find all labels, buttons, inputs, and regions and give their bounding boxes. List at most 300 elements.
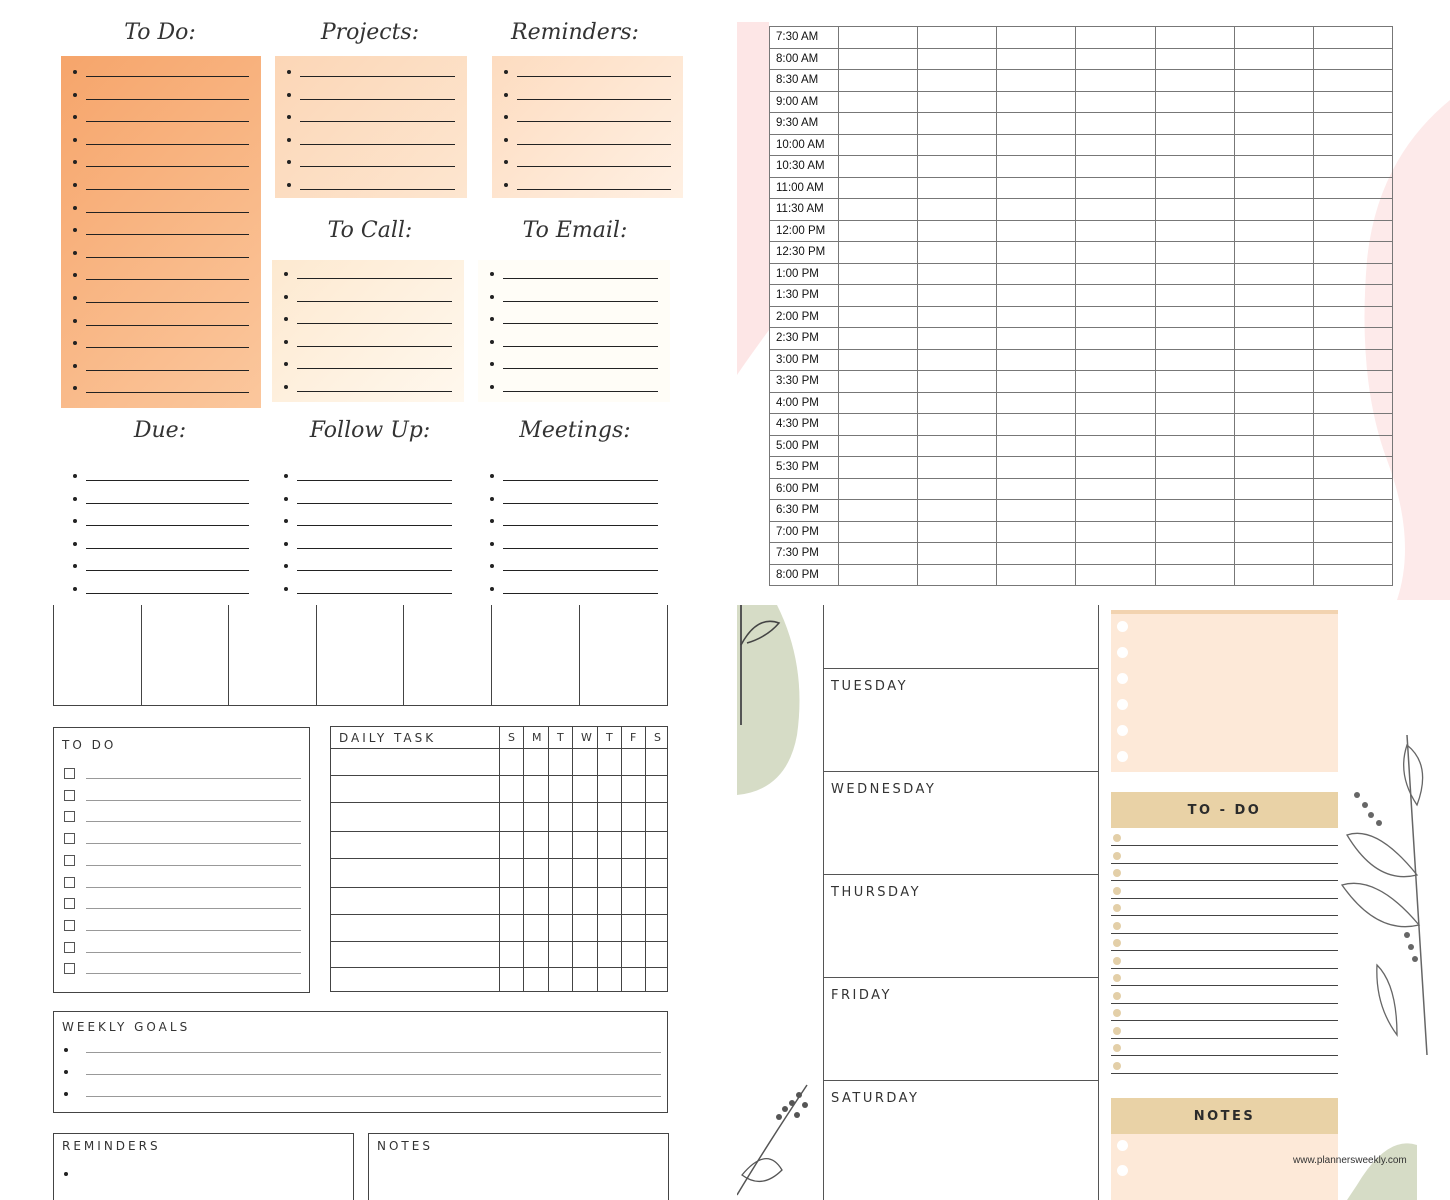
schedule-cell[interactable] <box>1076 564 1155 586</box>
writing-line <box>86 525 249 526</box>
schedule-cell[interactable] <box>1313 156 1392 178</box>
schedule-cell[interactable] <box>839 371 918 393</box>
checkbox[interactable] <box>64 855 75 866</box>
schedule-grid <box>769 26 1393 586</box>
bullet-dot <box>504 70 508 74</box>
schedule-cell[interactable] <box>1313 500 1392 522</box>
schedule-cell[interactable] <box>918 113 997 135</box>
row-divider <box>331 831 667 832</box>
notes-pad-block <box>1111 610 1338 772</box>
schedule-cell[interactable] <box>997 177 1076 199</box>
schedule-cell[interactable] <box>1155 263 1234 285</box>
writing-line <box>300 76 455 77</box>
schedule-cell[interactable] <box>1076 500 1155 522</box>
schedule-cell[interactable] <box>918 306 997 328</box>
schedule-cell[interactable] <box>839 285 918 307</box>
bullet-dot <box>490 272 494 276</box>
time-label: 5:30 PM <box>770 457 839 479</box>
checkbox[interactable] <box>64 877 75 888</box>
schedule-cell[interactable] <box>1234 328 1313 350</box>
schedule-cell[interactable] <box>997 371 1076 393</box>
schedule-cell[interactable] <box>997 134 1076 156</box>
bullet-dot <box>73 93 77 97</box>
schedule-cell[interactable] <box>839 199 918 221</box>
schedule-cell[interactable] <box>997 349 1076 371</box>
schedule-cell[interactable] <box>1076 177 1155 199</box>
schedule-row <box>770 543 1393 565</box>
time-label: 12:30 PM <box>770 242 839 264</box>
schedule-cell[interactable] <box>1076 457 1155 479</box>
schedule-row <box>770 564 1393 586</box>
schedule-cell[interactable] <box>1155 349 1234 371</box>
schedule-cell[interactable] <box>839 177 918 199</box>
bullet-dot <box>73 364 77 368</box>
schedule-cell[interactable] <box>1234 349 1313 371</box>
writing-line <box>297 480 452 481</box>
schedule-cell[interactable] <box>1313 478 1392 500</box>
bullet-dot <box>284 474 288 478</box>
schedule-cell[interactable] <box>1155 134 1234 156</box>
schedule-cell[interactable] <box>1313 543 1392 565</box>
bullet-dot <box>284 295 288 299</box>
writing-line <box>86 325 249 326</box>
time-label: 2:00 PM <box>770 306 839 328</box>
schedule-cell[interactable] <box>1155 242 1234 264</box>
schedule-cell[interactable] <box>1076 242 1155 264</box>
schedule-cell[interactable] <box>997 113 1076 135</box>
weekly-planner-panel <box>0 605 720 1200</box>
schedule-cell[interactable] <box>1076 414 1155 436</box>
schedule-cell[interactable] <box>839 70 918 92</box>
projects-heading: Projects: <box>320 20 420 45</box>
weekday-label: S <box>654 731 661 744</box>
schedule-cell[interactable] <box>1313 371 1392 393</box>
schedule-cell[interactable] <box>1155 156 1234 178</box>
schedule-cell[interactable] <box>1155 48 1234 70</box>
schedule-cell[interactable] <box>839 306 918 328</box>
schedule-cell[interactable] <box>997 242 1076 264</box>
schedule-cell[interactable] <box>1076 392 1155 414</box>
bullet-dot <box>1113 834 1121 842</box>
schedule-cell[interactable] <box>839 263 918 285</box>
day-row[interactable] <box>823 1080 1098 1184</box>
day-row[interactable] <box>823 771 1098 875</box>
schedule-cell[interactable] <box>1076 371 1155 393</box>
schedule-cell[interactable] <box>1313 392 1392 414</box>
schedule-cell[interactable] <box>997 392 1076 414</box>
schedule-cell[interactable] <box>918 48 997 70</box>
schedule-cell[interactable] <box>1234 113 1313 135</box>
time-label: 12:00 PM <box>770 220 839 242</box>
writing-line <box>297 278 452 279</box>
schedule-cell[interactable] <box>997 285 1076 307</box>
writing-line <box>517 121 671 122</box>
checkbox[interactable] <box>64 768 75 779</box>
schedule-cell[interactable] <box>1313 328 1392 350</box>
schedule-cell[interactable] <box>918 349 997 371</box>
writing-line <box>86 908 301 909</box>
bullet-dot <box>73 519 77 523</box>
schedule-cell[interactable] <box>1313 177 1392 199</box>
schedule-cell[interactable] <box>1234 48 1313 70</box>
schedule-cell[interactable] <box>918 371 997 393</box>
follow-up-list-box <box>272 460 464 600</box>
writing-line <box>86 973 301 974</box>
schedule-cell[interactable] <box>918 263 997 285</box>
schedule-cell[interactable] <box>1313 220 1392 242</box>
schedule-cell[interactable] <box>1076 543 1155 565</box>
schedule-cell[interactable] <box>839 328 918 350</box>
schedule-cell[interactable] <box>1076 478 1155 500</box>
writing-line <box>86 930 301 931</box>
schedule-cell[interactable] <box>1155 306 1234 328</box>
schedule-cell[interactable] <box>1234 435 1313 457</box>
schedule-cell[interactable] <box>1155 371 1234 393</box>
schedule-cell[interactable] <box>1076 27 1155 49</box>
bullet-dot <box>504 93 508 97</box>
time-label: 2:30 PM <box>770 328 839 350</box>
daily-task-table <box>330 726 668 992</box>
schedule-cell[interactable] <box>1234 156 1313 178</box>
checkbox[interactable] <box>64 833 75 844</box>
schedule-cell[interactable] <box>1076 306 1155 328</box>
schedule-cell[interactable] <box>839 242 918 264</box>
schedule-cell[interactable] <box>1155 199 1234 221</box>
schedule-cell[interactable] <box>1234 392 1313 414</box>
schedule-cell[interactable] <box>997 199 1076 221</box>
schedule-cell[interactable] <box>918 70 997 92</box>
todo-box <box>53 727 310 993</box>
writing-line <box>86 99 249 100</box>
schedule-cell[interactable] <box>839 457 918 479</box>
schedule-cell[interactable] <box>997 263 1076 285</box>
schedule-cell[interactable] <box>1155 285 1234 307</box>
schedule-cell[interactable] <box>1313 91 1392 113</box>
to-email-heading: To Email: <box>522 218 628 243</box>
schedule-cell[interactable] <box>839 435 918 457</box>
schedule-cell[interactable] <box>839 392 918 414</box>
schedule-cell[interactable] <box>1313 414 1392 436</box>
writing-line <box>86 952 301 953</box>
schedule-cell[interactable] <box>1234 70 1313 92</box>
schedule-cell[interactable] <box>1313 521 1392 543</box>
day-label: THURSDAY <box>831 885 922 900</box>
schedule-row <box>770 220 1393 242</box>
schedule-cell[interactable] <box>918 392 997 414</box>
time-label: 10:30 AM <box>770 156 839 178</box>
checkbox[interactable] <box>64 898 75 909</box>
schedule-cell[interactable] <box>1076 220 1155 242</box>
bullet-dot <box>284 542 288 546</box>
schedule-cell[interactable] <box>1234 27 1313 49</box>
schedule-cell[interactable] <box>839 156 918 178</box>
schedule-cell[interactable] <box>918 285 997 307</box>
due-list-box <box>61 460 261 600</box>
schedule-cell[interactable] <box>1076 435 1155 457</box>
schedule-cell[interactable] <box>1234 521 1313 543</box>
schedule-cell[interactable] <box>1076 91 1155 113</box>
checkbox[interactable] <box>64 942 75 953</box>
schedule-cell[interactable] <box>1155 564 1234 586</box>
schedule-cell[interactable] <box>997 220 1076 242</box>
bullet-dot <box>1113 974 1121 982</box>
schedule-cell[interactable] <box>1155 91 1234 113</box>
writing-line <box>1111 968 1338 969</box>
writing-line <box>86 570 249 571</box>
schedule-cell[interactable] <box>839 478 918 500</box>
writing-line <box>297 301 452 302</box>
schedule-row <box>770 91 1393 113</box>
schedule-row <box>770 263 1393 285</box>
schedule-cell[interactable] <box>1313 199 1392 221</box>
schedule-row <box>770 349 1393 371</box>
ring-hole <box>1117 699 1128 710</box>
leaf-decoration <box>737 605 827 805</box>
schedule-cell[interactable] <box>1234 285 1313 307</box>
schedule-cell[interactable] <box>918 91 997 113</box>
time-label: 3:30 PM <box>770 371 839 393</box>
writing-line <box>86 392 249 393</box>
schedule-cell[interactable] <box>1313 70 1392 92</box>
schedule-cell[interactable] <box>918 478 997 500</box>
writing-line <box>1111 915 1338 916</box>
schedule-cell[interactable] <box>1234 478 1313 500</box>
schedule-cell[interactable] <box>918 564 997 586</box>
schedule-cell[interactable] <box>839 113 918 135</box>
schedule-cell[interactable] <box>1076 328 1155 350</box>
schedule-cell[interactable] <box>997 457 1076 479</box>
schedule-cell[interactable] <box>997 48 1076 70</box>
schedule-cell[interactable] <box>997 91 1076 113</box>
bullet-dot <box>287 115 291 119</box>
writing-line <box>300 189 455 190</box>
schedule-cell[interactable] <box>1234 242 1313 264</box>
schedule-cell[interactable] <box>918 457 997 479</box>
schedule-cell[interactable] <box>918 199 997 221</box>
checkbox[interactable] <box>64 963 75 974</box>
bullet-dot <box>73 564 77 568</box>
schedule-cell[interactable] <box>1076 134 1155 156</box>
schedule-cell[interactable] <box>918 414 997 436</box>
schedule-cell[interactable] <box>1076 48 1155 70</box>
schedule-cell[interactable] <box>1076 521 1155 543</box>
schedule-cell[interactable] <box>839 48 918 70</box>
schedule-cell[interactable] <box>1234 177 1313 199</box>
schedule-cell[interactable] <box>997 500 1076 522</box>
schedule-cell[interactable] <box>1155 113 1234 135</box>
schedule-cell[interactable] <box>1234 371 1313 393</box>
schedule-cell[interactable] <box>1234 457 1313 479</box>
writing-line <box>517 76 671 77</box>
time-label: 10:00 AM <box>770 134 839 156</box>
schedule-cell[interactable] <box>1076 156 1155 178</box>
bullet-dot <box>490 295 494 299</box>
schedule-cell[interactable] <box>918 134 997 156</box>
day-row[interactable] <box>823 977 1098 1081</box>
schedule-cell[interactable] <box>839 220 918 242</box>
schedule-cell[interactable] <box>997 543 1076 565</box>
checkbox[interactable] <box>64 790 75 801</box>
schedule-row <box>770 435 1393 457</box>
day-label: SATURDAY <box>831 1091 920 1106</box>
schedule-cell[interactable] <box>1076 70 1155 92</box>
schedule-cell[interactable] <box>918 220 997 242</box>
schedule-cell[interactable] <box>1313 285 1392 307</box>
writing-line <box>86 1074 661 1075</box>
schedule-cell[interactable] <box>1313 349 1392 371</box>
schedule-cell[interactable] <box>1313 113 1392 135</box>
schedule-cell[interactable] <box>839 521 918 543</box>
schedule-cell[interactable] <box>1076 113 1155 135</box>
schedule-cell[interactable] <box>1313 134 1392 156</box>
schedule-cell[interactable] <box>1076 349 1155 371</box>
bullet-dot <box>284 497 288 501</box>
schedule-cell[interactable] <box>1234 543 1313 565</box>
schedule-cell[interactable] <box>839 543 918 565</box>
sprig-decoration <box>737 1075 817 1200</box>
schedule-cell[interactable] <box>918 500 997 522</box>
schedule-cell[interactable] <box>1313 564 1392 586</box>
todo-heading: To Do: <box>124 20 196 45</box>
schedule-row <box>770 457 1393 479</box>
schedule-cell[interactable] <box>1313 242 1392 264</box>
schedule-cell[interactable] <box>997 521 1076 543</box>
schedule-cell[interactable] <box>1155 521 1234 543</box>
writing-line <box>297 525 452 526</box>
schedule-cell[interactable] <box>918 328 997 350</box>
bullet-dot <box>504 115 508 119</box>
schedule-cell[interactable] <box>918 242 997 264</box>
writing-line <box>300 99 455 100</box>
schedule-cell[interactable] <box>1155 27 1234 49</box>
schedule-cell[interactable] <box>1234 564 1313 586</box>
writing-line <box>86 593 249 594</box>
schedule-cell[interactable] <box>1313 27 1392 49</box>
writing-line <box>86 865 301 866</box>
bullet-dot <box>490 317 494 321</box>
schedule-cell[interactable] <box>1155 478 1234 500</box>
ring-hole <box>1117 647 1128 658</box>
schedule-cell[interactable] <box>1234 134 1313 156</box>
schedule-cell[interactable] <box>1234 306 1313 328</box>
schedule-cell[interactable] <box>1313 48 1392 70</box>
time-label: 4:30 PM <box>770 414 839 436</box>
writing-line <box>86 257 249 258</box>
notes-title: NOTES <box>377 1139 433 1153</box>
bullet-dot <box>287 138 291 142</box>
schedule-cell[interactable] <box>997 564 1076 586</box>
schedule-cell[interactable] <box>1234 414 1313 436</box>
schedule-cell[interactable] <box>839 134 918 156</box>
schedule-cell[interactable] <box>997 435 1076 457</box>
schedule-cell[interactable] <box>1155 70 1234 92</box>
due-heading: Due: <box>133 418 187 443</box>
schedule-cell[interactable] <box>1076 263 1155 285</box>
writing-line <box>297 503 452 504</box>
schedule-cell[interactable] <box>1155 457 1234 479</box>
writing-line <box>503 503 658 504</box>
bullet-dot <box>73 474 77 478</box>
schedule-cell[interactable] <box>997 414 1076 436</box>
schedule-cell[interactable] <box>1313 306 1392 328</box>
weekday-label: T <box>606 731 613 744</box>
schedule-cell[interactable] <box>918 435 997 457</box>
schedule-cell[interactable] <box>1155 328 1234 350</box>
writing-line <box>1111 1020 1338 1021</box>
bullet-dot <box>504 138 508 142</box>
schedule-cell[interactable] <box>918 156 997 178</box>
schedule-cell[interactable] <box>1076 285 1155 307</box>
schedule-cell[interactable] <box>1155 543 1234 565</box>
bullet-dot <box>64 1048 68 1052</box>
schedule-cell[interactable] <box>918 27 997 49</box>
schedule-cell[interactable] <box>997 27 1076 49</box>
schedule-cell[interactable] <box>997 70 1076 92</box>
time-label: 5:00 PM <box>770 435 839 457</box>
schedule-cell[interactable] <box>918 543 997 565</box>
bullet-dot <box>1113 957 1121 965</box>
schedule-cell[interactable] <box>1155 177 1234 199</box>
day-row[interactable] <box>823 668 1098 772</box>
schedule-cell[interactable] <box>839 564 918 586</box>
schedule-cell[interactable] <box>1234 199 1313 221</box>
row-divider <box>331 941 667 942</box>
schedule-cell[interactable] <box>1313 435 1392 457</box>
column-divider <box>645 727 646 991</box>
day-divider <box>579 605 580 705</box>
schedule-cell[interactable] <box>1155 414 1234 436</box>
writing-line <box>1111 1038 1338 1039</box>
schedule-cell[interactable] <box>839 414 918 436</box>
schedule-cell[interactable] <box>997 328 1076 350</box>
schedule-cell[interactable] <box>918 177 997 199</box>
day-row[interactable] <box>823 874 1098 978</box>
time-label: 11:00 AM <box>770 177 839 199</box>
schedule-cell[interactable] <box>1076 199 1155 221</box>
bullet-dot <box>504 183 508 187</box>
schedule-cell[interactable] <box>1155 220 1234 242</box>
schedule-cell[interactable] <box>918 521 997 543</box>
schedule-cell[interactable] <box>1313 457 1392 479</box>
schedule-cell[interactable] <box>997 156 1076 178</box>
checkbox[interactable] <box>64 811 75 822</box>
writing-line <box>503 570 658 571</box>
schedule-cell[interactable] <box>1234 91 1313 113</box>
schedule-cell[interactable] <box>1234 220 1313 242</box>
schedule-row <box>770 177 1393 199</box>
schedule-cell[interactable] <box>1234 500 1313 522</box>
schedule-cell[interactable] <box>839 349 918 371</box>
schedule-cell[interactable] <box>997 306 1076 328</box>
schedule-cell[interactable] <box>1155 435 1234 457</box>
bullet-dot <box>1113 887 1121 895</box>
schedule-cell[interactable] <box>1234 263 1313 285</box>
day-column-right-border <box>1098 605 1099 1200</box>
writing-line <box>297 346 452 347</box>
schedule-row <box>770 392 1393 414</box>
schedule-cell[interactable] <box>1155 392 1234 414</box>
schedule-cell[interactable] <box>1155 500 1234 522</box>
schedule-cell[interactable] <box>1313 263 1392 285</box>
writing-line <box>297 391 452 392</box>
schedule-cell[interactable] <box>839 500 918 522</box>
schedule-cell[interactable] <box>839 27 918 49</box>
schedule-row <box>770 521 1393 543</box>
checkbox[interactable] <box>64 920 75 931</box>
notes-area <box>1111 1134 1338 1200</box>
schedule-cell[interactable] <box>997 478 1076 500</box>
schedule-cell[interactable] <box>839 91 918 113</box>
